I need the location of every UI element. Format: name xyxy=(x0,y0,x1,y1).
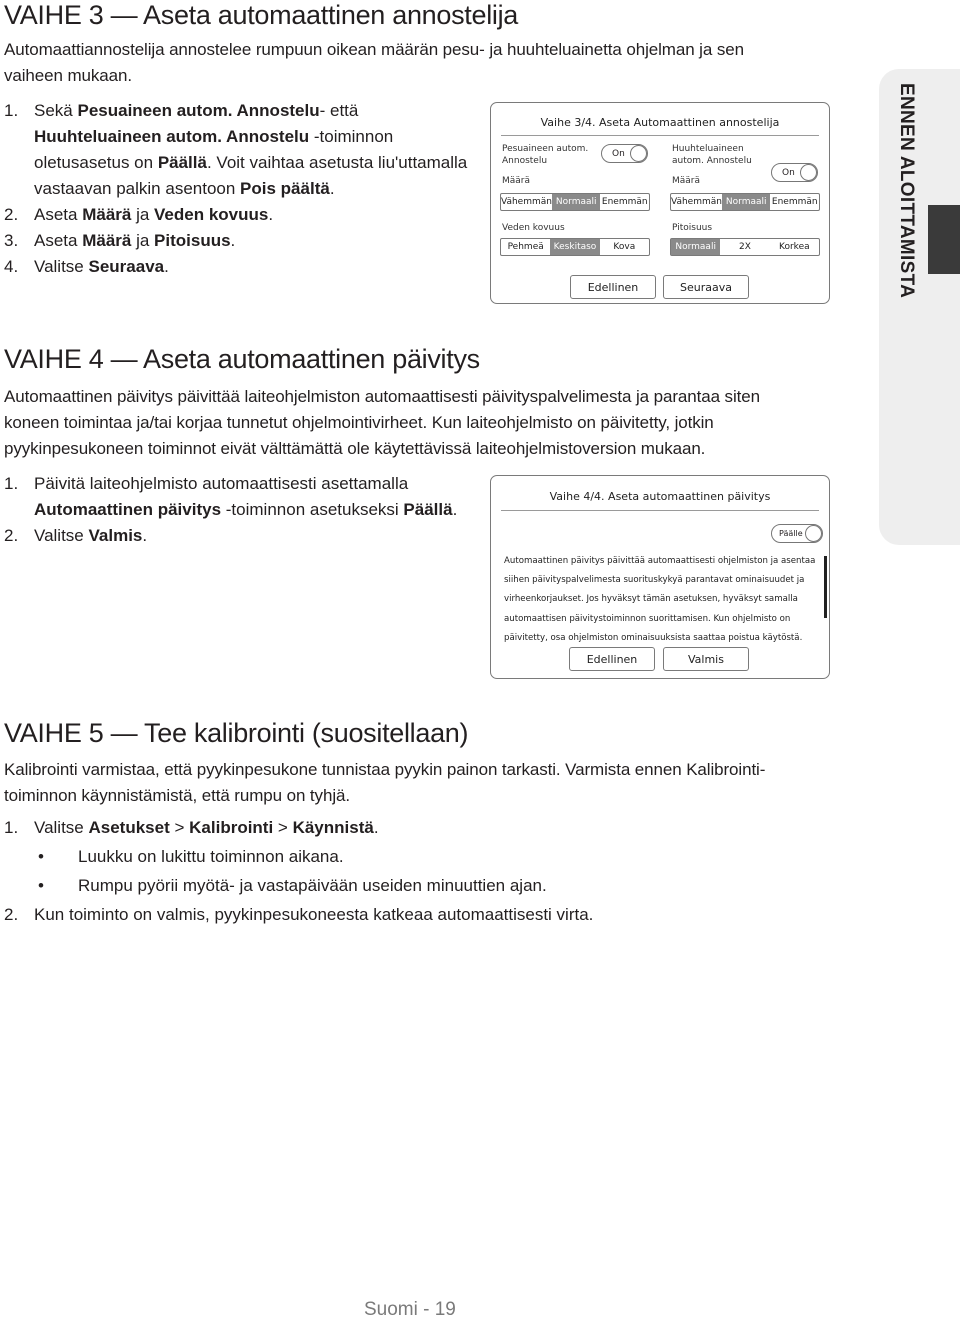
step4-item-1: 1. Päivitä laiteohjelmisto automaattisesti asettamalla Automaattinen päivitys -toiminnon asetukseksi Päällä. xyxy=(4,474,458,519)
auto-update-toggle[interactable]: Päälle xyxy=(771,524,823,543)
panel3-title: Vaihe 3/4. Aseta Automaattinen annostelija xyxy=(540,116,780,129)
step4-list xyxy=(4,471,484,549)
step5-item-1: 1. Valitse Asetukset > Kalibrointi > Käynnistä. xyxy=(4,818,379,837)
step5-intro: Kalibrointi varmistaa, että pyykinpesukone tunnistaa pyykin painon tarkasti. Varmista ennen Kalibrointi-toiminnon käynnistämistä, että rumpu on tyhjä. xyxy=(4,760,766,805)
step5-bullet-2: • Rumpu pyörii myötä- ja vastapäivään useiden minuuttien ajan. xyxy=(38,876,547,895)
softener-amount-selector[interactable] xyxy=(670,193,820,211)
softener-amount-label: Määrä xyxy=(672,176,701,186)
step3-item-2: 2. Aseta Määrä ja Veden kovuus. xyxy=(4,205,274,224)
softener-amount-less[interactable]: Vähemmän xyxy=(671,197,722,207)
concentration-high[interactable]: Korkea xyxy=(779,242,810,252)
step4-title: VAIHE 4 — Aseta automaattinen päivitys xyxy=(4,344,480,374)
panel4-divider xyxy=(501,510,819,511)
step3-item-4: 4. Valitse Seuraava. xyxy=(4,257,169,276)
auto-update-description: Automaattinen päivitys päivittää automaattisesti ohjelmiston ja asentaa siihen päivityspalvelimesta suorituskykyä parantavat ominaisuudet ja virheenkorjaukset. Jos hyväksyt tämän asetuksen, hyväksyt samalla automaattisen päivitystoiminnon suorittamisen. Kun ohjelmisto on päivitetty, osa ohjelmiston ominaisuuksista saattaa poistua käytöstä. xyxy=(504,556,816,643)
step5-title: VAIHE 5 — Tee kalibrointi (suositellaan) xyxy=(4,718,469,748)
panel3-divider xyxy=(501,135,819,136)
water-hardness-selector[interactable] xyxy=(500,238,650,256)
concentration-normal[interactable]: Normaali xyxy=(671,239,720,255)
side-tab-label: ENNEN ALOITTAMISTA xyxy=(896,83,917,299)
section-side-tab xyxy=(879,69,960,545)
hardness-hard[interactable]: Kova xyxy=(613,242,636,252)
concentration-selector[interactable] xyxy=(670,238,820,256)
detergent-heading: Pesuaineen autom. Annostelu xyxy=(502,144,589,166)
step4-intro: Automaattinen päivitys päivittää laiteohjelmiston automaattisesti päivityspalvelimesta ja parantaa siten koneen toimintaa ja/tai korjaa tunnetut ohjelmointivirheet. Kun laiteohjelmisto on päivitetty, jotkin pyykinpesukoneen toiminnot eivät välttämättä ole käytettävissä laiteohjelmistoversion mukaan. xyxy=(4,387,760,458)
step3-intro: Automaattiannostelija annostelee rumpuun oikean määrän pesu- ja huuhteluainetta ohjelman ja sen vaiheen mukaan. xyxy=(4,40,744,85)
done-button[interactable]: Valmis xyxy=(663,647,749,671)
previous-button[interactable]: Edellinen xyxy=(569,647,655,671)
step5-item-2: 2. Kun toiminto on valmis, pyykinpesukoneesta katkeaa automaattisesti virta. xyxy=(4,905,594,924)
step5-list xyxy=(4,813,904,929)
detergent-amount-label: Määrä xyxy=(502,176,531,186)
detergent-amount-more[interactable]: Enemmän xyxy=(601,197,648,207)
side-tab-marker xyxy=(928,205,960,274)
next-button[interactable]: Seuraava xyxy=(663,275,749,299)
step3-item-3: 3. Aseta Määrä ja Pitoisuus. xyxy=(4,231,236,250)
concentration-label: Pitoisuus xyxy=(672,223,713,233)
softener-amount-normal[interactable]: Normaali xyxy=(722,194,771,210)
softener-heading: Huuhteluaineen autom. Annostelu xyxy=(672,144,752,166)
detergent-toggle[interactable]: On xyxy=(601,144,648,163)
detergent-amount-normal[interactable]: Normaali xyxy=(552,194,601,210)
auto-dispense-panel xyxy=(490,102,830,304)
step3-list xyxy=(4,98,484,280)
detergent-amount-less[interactable]: Vähemmän xyxy=(501,197,552,207)
step5-bullet-1: • Luukku on lukittu toiminnon aikana. xyxy=(38,847,344,866)
previous-button[interactable]: Edellinen xyxy=(570,275,656,299)
description-scrollbar[interactable] xyxy=(824,556,827,618)
detergent-amount-selector[interactable] xyxy=(500,193,650,211)
step3-item-1: 1. Sekä Pesuaineen autom. Annostelu- että Huuhteluaineen autom. Annostelu -toiminnon oletusasetus on Päällä. Voit vaihtaa asetusta liu'uttamalla vastaavan palkin asentoon Pois päältä. xyxy=(4,101,468,198)
step4-item-2: 2. Valitse Valmis. xyxy=(4,526,148,545)
panel4-title: Vaihe 4/4. Aseta automaattinen päivitys xyxy=(549,490,771,503)
water-hardness-label: Veden kovuus xyxy=(502,223,565,233)
step3-title: VAIHE 3 — Aseta automaattinen annostelija xyxy=(4,0,519,30)
concentration-2x[interactable]: 2X xyxy=(739,242,751,252)
hardness-soft[interactable]: Pehmeä xyxy=(507,242,544,252)
softener-amount-more[interactable]: Enemmän xyxy=(771,197,818,207)
auto-update-panel xyxy=(490,475,830,679)
page-number: Suomi - 19 xyxy=(364,1299,456,1320)
hardness-medium[interactable]: Keskitaso xyxy=(550,239,599,255)
softener-toggle[interactable]: On xyxy=(771,163,818,182)
